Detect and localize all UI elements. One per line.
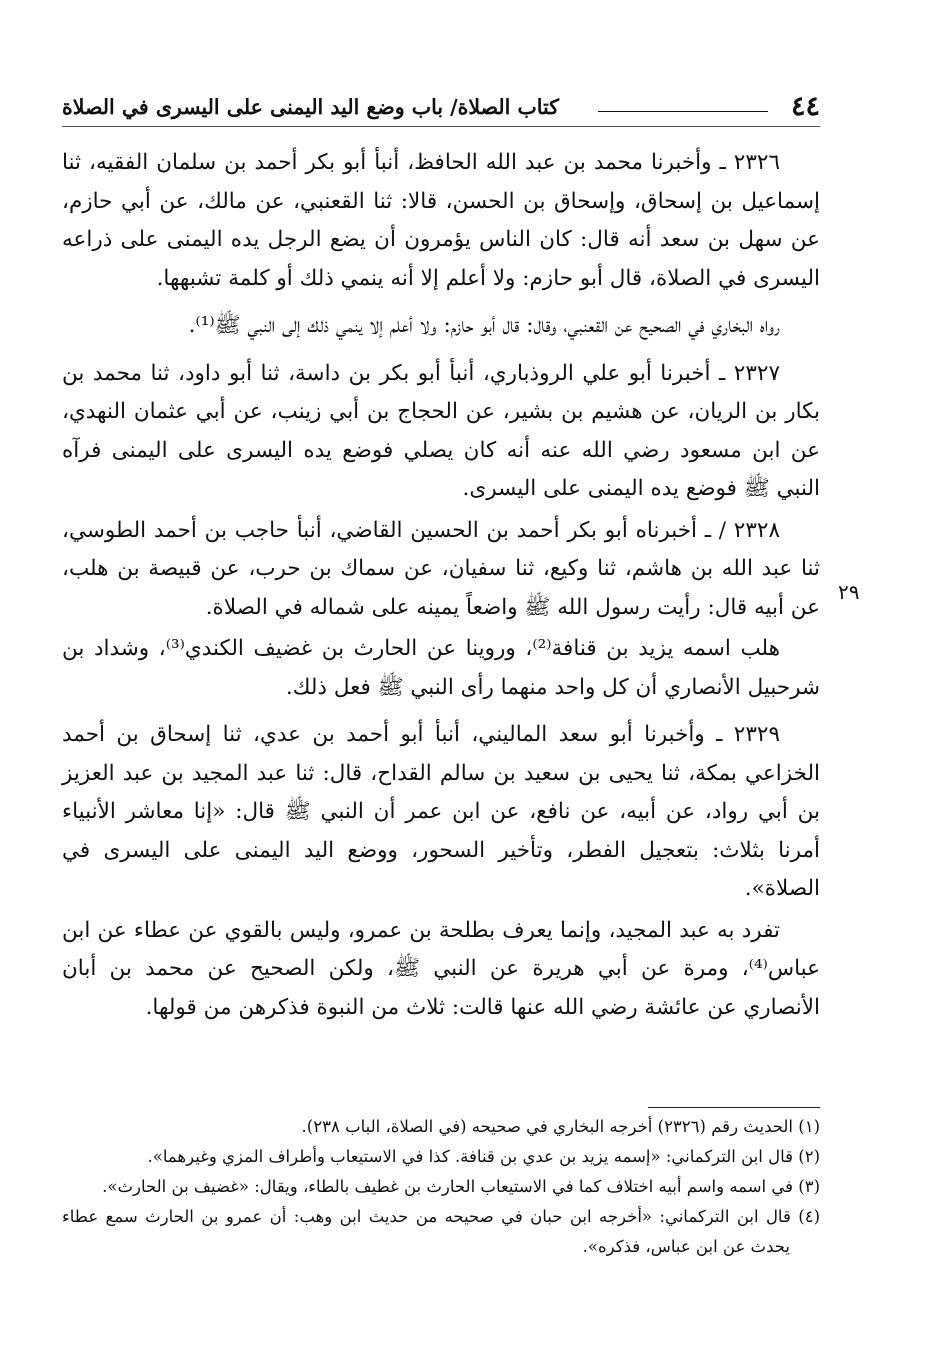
page-number: ٤٤	[790, 91, 820, 122]
hadith-2326: ٢٣٢٦ ـ وأخبرنا محمد بن عبد الله الحافظ، أنبأ أبو بكر أحمد بن سلمان الفقيه، ثنا إسماعيل بن إسحاق، وإسحاق بن الحسن، قالا: ثنا القعنبي، عن مالك، عن أبي حازم، عن سهل بن سعد أنه قال: كان الناس يؤمرون أن يضع الرجل يده اليمنى على ذراعه اليسرى في الصلاة، قال أبو حازم: ولا أعلم إلا أنه ينمي ذلك أو كلمة تشبهها.	[62, 150, 820, 291]
commentary-2326: رواه البخاري في الصحيح عن القعنبي، وقال: قال أبو حازم: ولا أعلم إلا ينمي ذلك إلى النبي ﷺ⁽¹⁾.	[188, 313, 780, 338]
commentary-2329: تفرد به عبد المجيد، وإنما يعرف بطلحة بن عمرو، وليس بالقوي عن عطاء عن ابن عباس⁽⁴⁾، ومرة عن أبي هريرة عن النبي ﷺ، ولكن الصحيح عن محمد بن أبان الأنصاري عن عائشة رضي الله عنها قالت: ثلاث من النبوة فذكرهن من قولها.	[62, 917, 820, 1020]
header-rule	[598, 111, 768, 112]
footnote-divider	[648, 1107, 820, 1108]
hadith-2328: ٢٣٢٨ / ـ أخبرناه أبو بكر أحمد بن الحسين القاضي، أنبأ حاجب بن أحمد الطوسي، ثنا عبد الله بن هاشم، ثنا وكيع، ثنا سفيان، عن سماك بن حرب، عن قبيصة بن هلب، عن أبيه قال: رأيت رسول الله ﷺ واضعاً يمينه على شماله في الصلاة.	[62, 517, 820, 620]
hadith-2327: ٢٣٢٧ ـ أخبرنا أبو علي الروذباري، أنبأ أبو بكر بن داسة، ثنا أبو داود، ثنا محمد بن بكار بن الريان، عن هشيم بن بشير، عن الحجاج بن أبي زينب، عن أبي عثمان النهدي، عن ابن مسعود رضي الله عنه أنه كان يصلي فوضع يده اليسرى على اليمنى فرآه النبي ﷺ فوضع يده اليمنى على اليسرى.	[62, 360, 820, 501]
footnote-3: (٣) في اسمه واسم أبيه اختلاف كما في الاستيعاب الحارث بن غطيف بالطاء، ويقال: «غضيف بن الحارث».	[102, 1177, 820, 1196]
footnote-4: (٤) قال ابن التركماني: «أخرجه ابن حبان في صحيحه من حديث ابن وهب: أن عمرو بن الحارث سمع عطاء يحدث عن ابن عباس، فذكره».	[62, 1207, 820, 1256]
main-text	[62, 144, 820, 1036]
running-title: كتاب الصلاة/ باب وضع اليد اليمنى على اليسرى في الصلاة	[62, 95, 559, 119]
margin-page-reference: ٢٩	[838, 580, 860, 604]
commentary-2328: هلب اسمه يزيد بن قنافة⁽²⁾، وروينا عن الحارث بن غضيف الكندي⁽³⁾، وشداد بن شرحبيل الأنصاري أن كل واحد منهما رأى النبي ﷺ فعل ذلك.	[62, 636, 820, 700]
footnote-2: (٢) قال ابن التركماني: «إسمه يزيد بن عدي بن قنافة. كذا في الاستيعاب وأطراف المزي وغيرهما».	[147, 1147, 820, 1166]
page-header	[62, 92, 820, 130]
footnote-1: (١) الحديث رقم (٢٣٢٦) أخرجه البخاري في صحيحه (في الصلاة، الباب ٢٣٨).	[301, 1117, 820, 1136]
footnotes	[62, 1112, 820, 1262]
hadith-2329: ٢٣٢٩ ـ وأخبرنا أبو سعد الماليني، أنبأ أبو أحمد بن عدي، ثنا إسحاق بن أحمد الخزاعي بمكة، ثنا يحيى بن سعيد بن سالم القداح، قال: ثنا عبد المجيد بن عبد العزيز بن أبي رواد، عن أبيه، عن نافع، عن ابن عمر أن النبي ﷺ قال: «إنا معاشر الأنبياء أمرنا بثلاث: بتعجيل الفطر، وتأخير السحور، ووضع اليد اليمنى على اليسرى في الصلاة».	[62, 722, 820, 901]
header-divider	[62, 126, 820, 127]
